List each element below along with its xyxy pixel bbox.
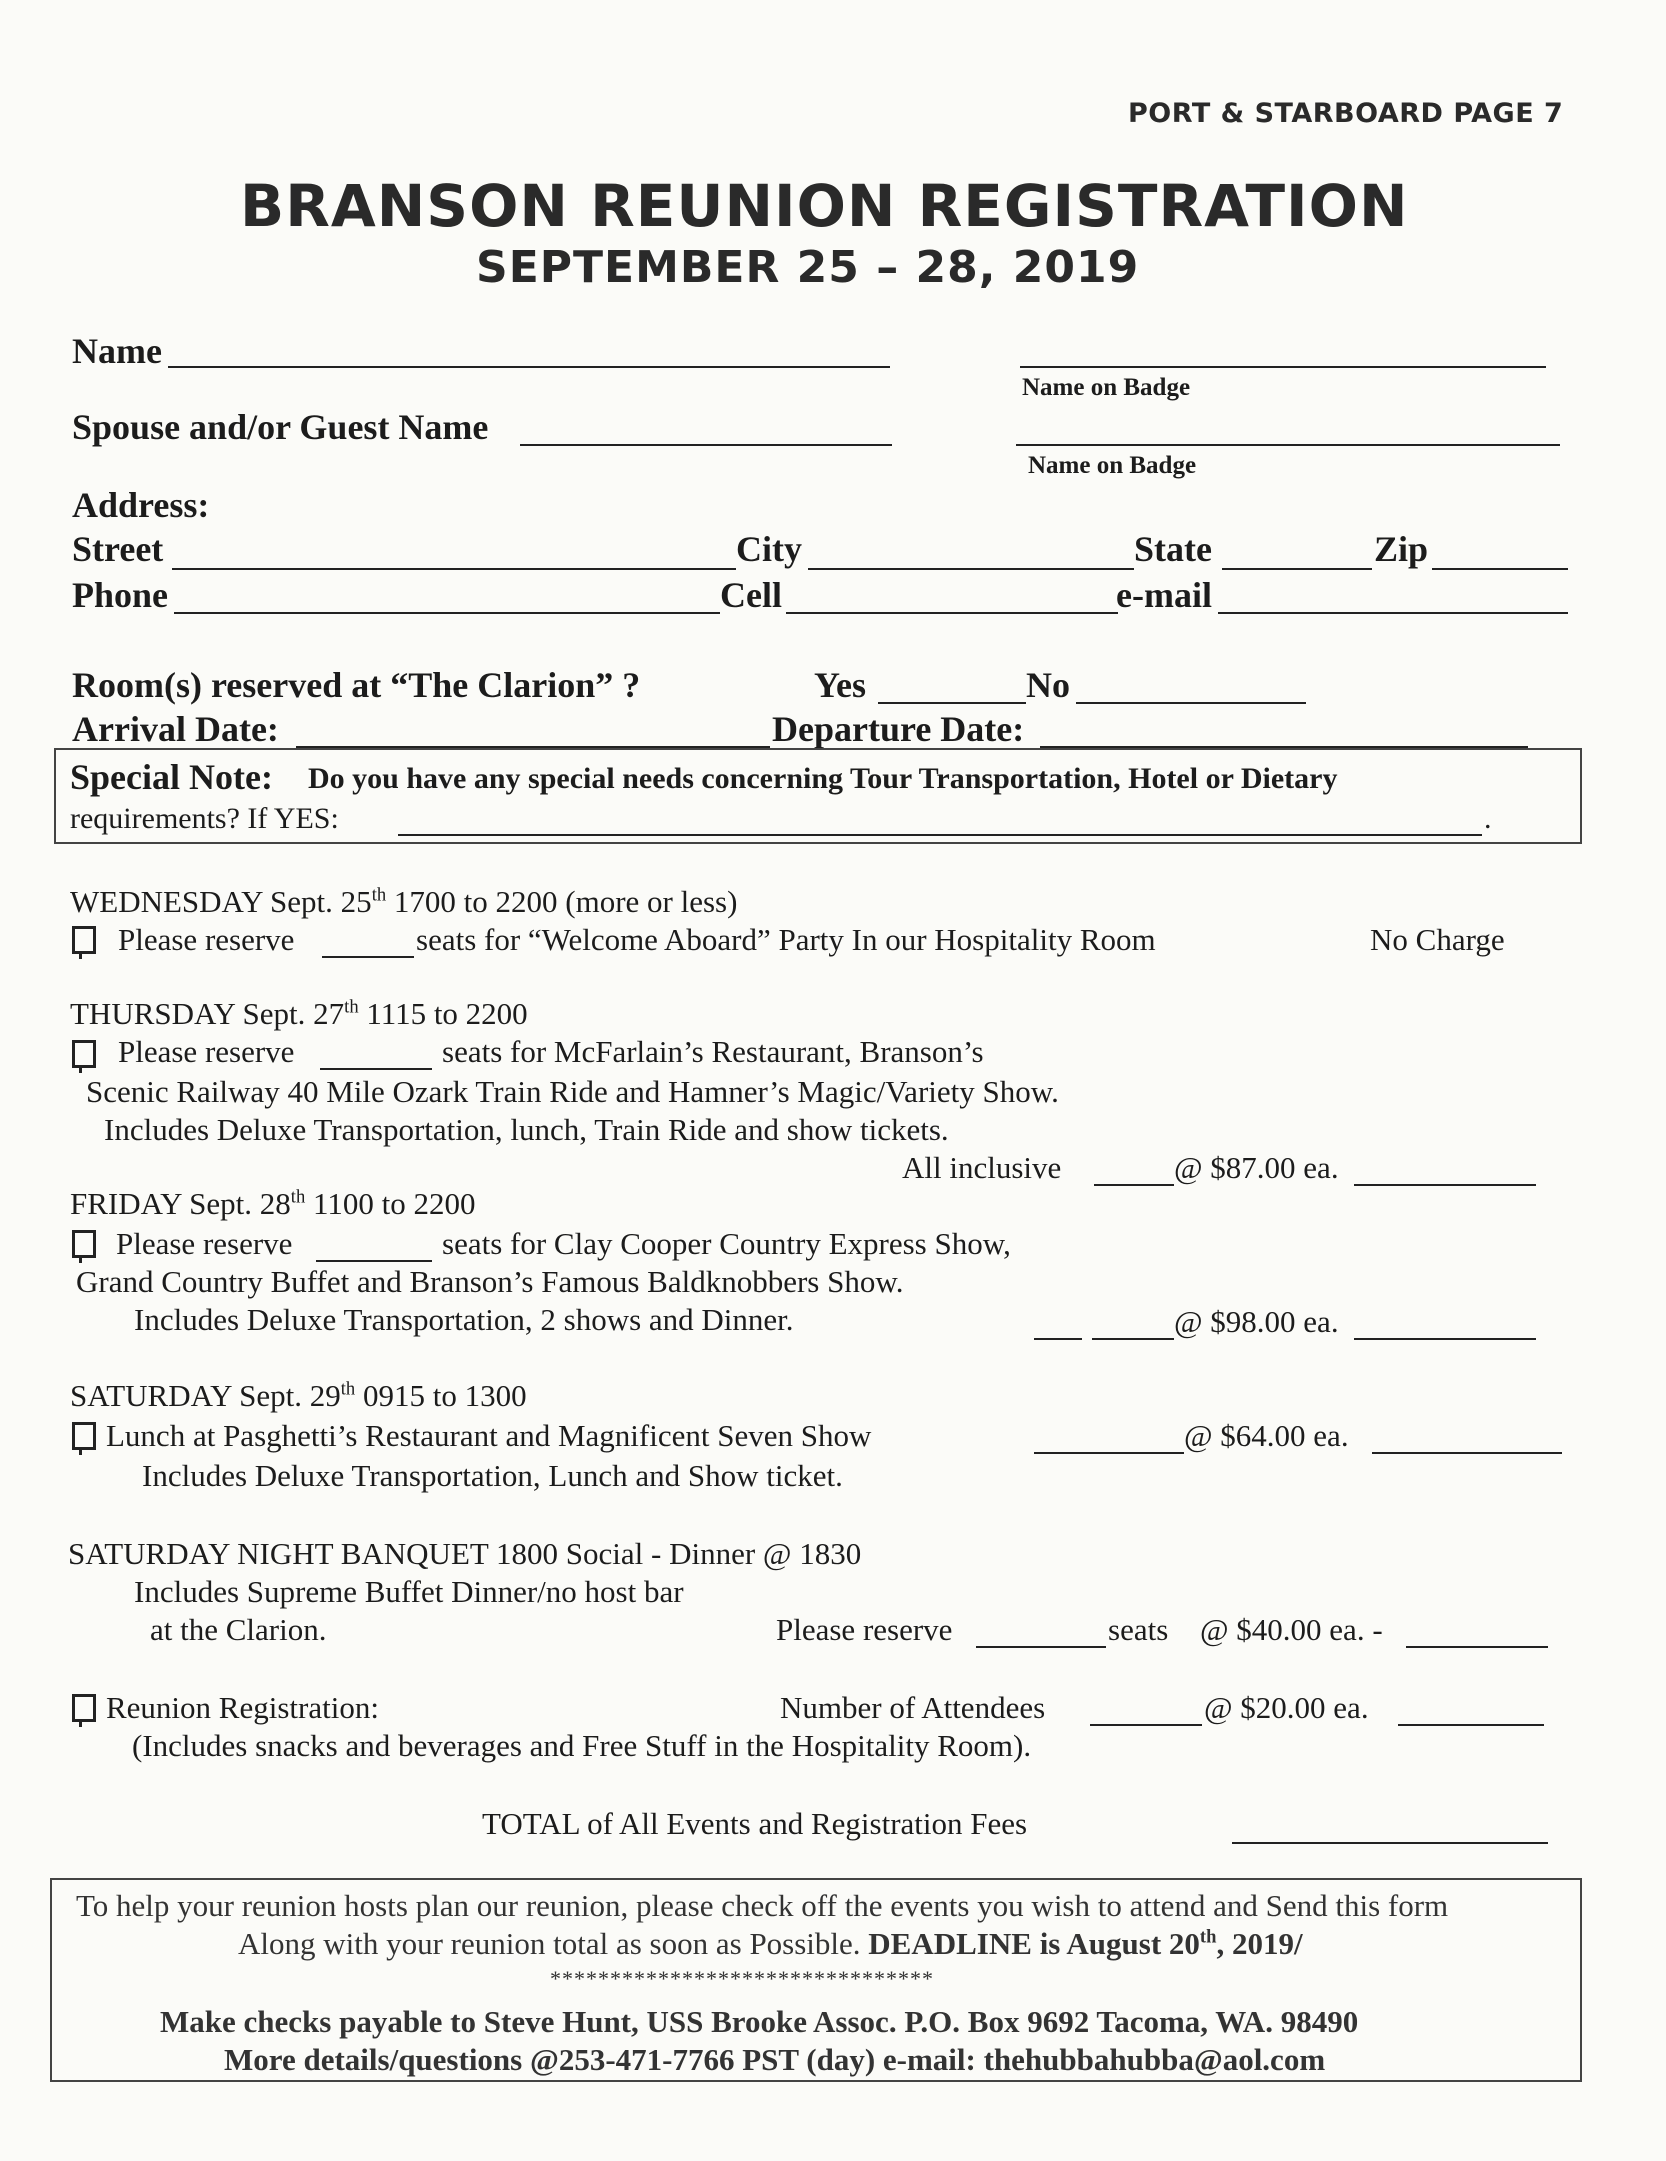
banquet-reserve-pre: Please reserve — [776, 1612, 953, 1647]
thursday-line2: Scenic Railway 40 Mile Ozark Train Ride and Hamner’s Magic/Variety Show. — [86, 1074, 1059, 1109]
thursday-all-inclusive: All inclusive — [902, 1150, 1062, 1185]
wednesday-checkbox[interactable] — [72, 926, 96, 954]
banquet-title: SATURDAY NIGHT BANQUET 1800 Social - Dinner @ 1830 — [68, 1536, 862, 1571]
banquet-amount-field[interactable] — [1406, 1646, 1548, 1648]
registration-amount-field[interactable] — [1398, 1724, 1544, 1726]
footer-checks: Make checks payable to Steve Hunt, USS Brooke Assoc. P.O. Box 9692 Tacoma, WA. 98490 — [160, 2004, 1359, 2039]
friday-line3: Includes Deluxe Transportation, 2 shows and Dinner. — [134, 1302, 794, 1337]
state-field[interactable] — [1222, 568, 1372, 570]
saturday-price: @ $64.00 ea. — [1184, 1418, 1349, 1453]
footer-contact: More details/questions @253-471-7766 PST (day) e-mail: thehubbahubba@aol.com — [224, 2042, 1326, 2077]
saturday-line2: Includes Deluxe Transportation, Lunch and Show ticket. — [142, 1458, 843, 1493]
registration-label: Reunion Registration: — [106, 1690, 379, 1725]
guest-badge-field[interactable] — [1016, 444, 1560, 446]
name-field[interactable] — [168, 366, 890, 368]
footer-line2 — [238, 1926, 1303, 1962]
deadline-text: DEADLINE is August 20 — [868, 1926, 1200, 1961]
attendees-field[interactable] — [1090, 1724, 1202, 1726]
saturday-checkbox[interactable] — [72, 1422, 96, 1450]
thursday-qty-field[interactable] — [1094, 1184, 1174, 1186]
saturday-qty-field[interactable] — [1034, 1452, 1184, 1454]
thursday-seats-field[interactable] — [320, 1068, 432, 1070]
badge-label-2: Name on Badge — [1028, 452, 1197, 479]
departure-label: Departure Date: — [772, 709, 1025, 749]
street-label: Street — [72, 529, 164, 569]
badge-label-1: Name on Badge — [1022, 374, 1191, 401]
wednesday-time: 1700 to 2200 (more or less) — [393, 884, 738, 919]
saturday-time: 0915 to 1300 — [362, 1378, 527, 1413]
saturday-line1: Lunch at Pasghetti’s Restaurant and Magnificent Seven Show — [106, 1418, 872, 1453]
wednesday-seats-field[interactable] — [322, 956, 414, 958]
saturday-sup: th — [340, 1378, 356, 1400]
total-label: TOTAL of All Events and Registration Fees — [482, 1806, 1028, 1841]
zip-field[interactable] — [1432, 568, 1568, 570]
wednesday-heading — [70, 884, 737, 920]
special-note-text-2: requirements? If YES: — [70, 802, 339, 835]
arrival-label: Arrival Date: — [72, 709, 279, 749]
form-subtitle: SEPTEMBER 25 – 28, 2019 — [476, 242, 1140, 293]
no-label: No — [1026, 665, 1070, 705]
footer-line2-pre: Along with your reunion total as soon as Possible. — [238, 1926, 861, 1961]
address-label: Address: — [72, 485, 210, 525]
registration-attendees: Number of Attendees — [780, 1690, 1046, 1725]
thursday-time: 1115 to 2200 — [366, 996, 528, 1031]
friday-reserve-post: seats for Clay Cooper Country Express Show, — [442, 1226, 1011, 1261]
cell-field[interactable] — [786, 612, 1118, 614]
wednesday-day: WEDNESDAY Sept. 25 — [70, 884, 372, 919]
banquet-price: @ $40.00 ea. - — [1200, 1612, 1383, 1647]
city-label: City — [736, 529, 802, 569]
banquet-line2: Includes Supreme Buffet Dinner/no host bar — [134, 1574, 684, 1609]
registration-line2: (Includes snacks and beverages and Free Stuff in the Hospitality Room). — [132, 1728, 1032, 1763]
page-label: PORT & STARBOARD PAGE 7 — [1128, 98, 1564, 129]
special-note-heading: Special Note: — [70, 757, 273, 797]
thursday-sup: th — [344, 996, 359, 1018]
banquet-reserve-post: seats — [1108, 1612, 1169, 1647]
friday-sup: th — [290, 1186, 306, 1208]
deadline-post: , 2019/ — [1216, 1926, 1303, 1961]
form-title: BRANSON REUNION REGISTRATION — [240, 172, 1409, 240]
street-field[interactable] — [172, 568, 736, 570]
phone-field[interactable] — [174, 612, 720, 614]
thursday-reserve-post: seats for McFarlain’s Restaurant, Branson’s — [442, 1034, 984, 1069]
registration-price: @ $20.00 ea. — [1204, 1690, 1369, 1725]
footer-stars: ******************************** — [550, 1966, 934, 1991]
registration-checkbox[interactable] — [72, 1694, 96, 1722]
thursday-amount-field[interactable] — [1354, 1184, 1536, 1186]
guest-label: Spouse and/or Guest Name — [72, 407, 489, 447]
friday-day: FRIDAY Sept. 28 — [70, 1186, 291, 1221]
saturday-day: SATURDAY Sept. 29 — [70, 1378, 341, 1413]
friday-time: 1100 to 2200 — [313, 1186, 476, 1221]
special-note-end: . — [1484, 802, 1492, 835]
room-question: Room(s) reserved at “The Clarion” ? — [72, 665, 641, 705]
friday-reserve-pre: Please reserve — [116, 1226, 293, 1261]
deadline-sup: th — [1199, 1926, 1217, 1948]
thursday-line3: Includes Deluxe Transportation, lunch, Train Ride and show tickets. — [104, 1112, 949, 1147]
zip-label: Zip — [1374, 529, 1429, 569]
friday-qty-field-2[interactable] — [1092, 1338, 1174, 1340]
city-field[interactable] — [808, 568, 1134, 570]
state-label: State — [1134, 529, 1212, 569]
banquet-seats-field[interactable] — [976, 1646, 1106, 1648]
wednesday-reserve-post: seats for “Welcome Aboard” Party In our Hospitality Room — [416, 922, 1156, 957]
wednesday-charge: No Charge — [1370, 922, 1505, 957]
thursday-reserve-pre: Please reserve — [118, 1034, 295, 1069]
no-field[interactable] — [1076, 702, 1306, 704]
wednesday-reserve-pre: Please reserve — [118, 922, 295, 957]
special-needs-field[interactable] — [398, 834, 1482, 836]
cell-label: Cell — [720, 575, 782, 615]
saturday-heading — [70, 1378, 527, 1414]
yes-field[interactable] — [878, 702, 1026, 704]
friday-amount-field[interactable] — [1354, 1338, 1536, 1340]
wednesday-sup: th — [371, 884, 387, 906]
name-label: Name — [72, 331, 162, 371]
phone-label: Phone — [72, 575, 169, 615]
thursday-day: THURSDAY Sept. 27 — [70, 996, 345, 1031]
yes-label: Yes — [814, 665, 866, 705]
email-label: e-mail — [1116, 575, 1212, 615]
total-field[interactable] — [1232, 1842, 1548, 1844]
friday-price: @ $98.00 ea. — [1174, 1304, 1339, 1339]
friday-heading — [70, 1186, 475, 1222]
friday-seats-field[interactable] — [316, 1260, 432, 1262]
friday-line2: Grand Country Buffet and Branson’s Famous Baldknobbers Show. — [76, 1264, 904, 1299]
thursday-checkbox[interactable] — [72, 1040, 96, 1068]
banquet-line3: at the Clarion. — [150, 1612, 327, 1647]
thursday-heading — [70, 996, 528, 1032]
saturday-amount-field[interactable] — [1372, 1452, 1562, 1454]
friday-checkbox[interactable] — [72, 1230, 96, 1258]
name-badge-field[interactable] — [1020, 366, 1546, 368]
special-note-text-1: Do you have any special needs concerning Tour Transportation, Hotel or Dietary — [308, 762, 1338, 795]
friday-qty-field-1[interactable] — [1034, 1338, 1082, 1340]
footer-line1: To help your reunion hosts plan our reunion, please check off the events you wish to attend and Send this form — [76, 1888, 1449, 1923]
email-field[interactable] — [1218, 612, 1568, 614]
thursday-price: @ $87.00 ea. — [1174, 1150, 1339, 1185]
guest-field[interactable] — [520, 444, 892, 446]
